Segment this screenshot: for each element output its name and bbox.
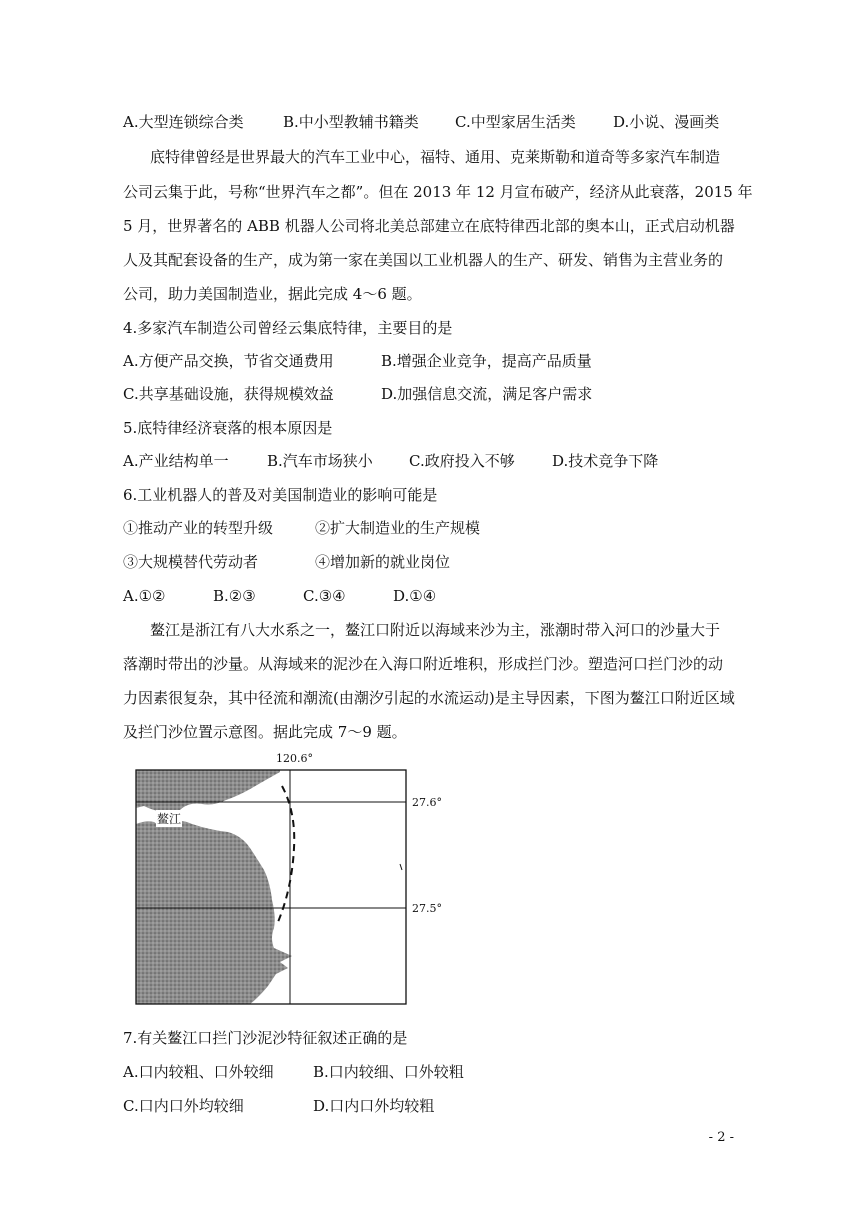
question-stem: 7.有关鳌江口拦门沙泥沙特征叙述正确的是 bbox=[123, 1029, 408, 1047]
passage-line: 公司，助力美国制造业，据此完成 4～6 题。 bbox=[123, 285, 422, 303]
passage-line: 力因素很复杂，其中径流和潮流(由潮汐引起的水流运动)是主导因素，下图为鳌江口附近区域 bbox=[123, 689, 735, 707]
q4-options-row1 bbox=[123, 351, 592, 371]
statement: ④增加新的就业岗位 bbox=[315, 553, 451, 571]
option: D.技术竞争下降 bbox=[552, 452, 659, 470]
latitude-label-bottom: 27.5° bbox=[412, 902, 442, 915]
statement: ①推动产业的转型升级 bbox=[123, 519, 274, 537]
option: C.共享基础设施，获得规模效益 bbox=[123, 385, 334, 403]
option: C.③④ bbox=[303, 587, 346, 605]
q5-options bbox=[123, 451, 658, 471]
north-land bbox=[136, 770, 280, 812]
question-stem: 5.底特律经济衰落的根本原因是 bbox=[123, 419, 333, 437]
page-number: - 2 - bbox=[708, 1130, 734, 1145]
option: C.政府投入不够 bbox=[409, 452, 515, 470]
q4-options-row2 bbox=[123, 384, 592, 404]
option: A.产业结构单一 bbox=[123, 452, 229, 470]
q7-options-row1 bbox=[123, 1062, 464, 1082]
passage-line: 5 月，世界著名的 ABB 机器人公司将北美总部建立在底特律西北部的奥本山，正式启动机器 bbox=[123, 217, 735, 235]
option: C.中型家居生活类 bbox=[455, 113, 576, 131]
passage-line: 公司云集于此，号称“世界汽车之都”。但在 2013 年 12 月宣布破产，经济从此衰落，2015 年 bbox=[123, 183, 753, 201]
option: B.中小型教辅书籍类 bbox=[283, 113, 419, 131]
option: A.方便产品交换，节省交通费用 bbox=[123, 352, 334, 370]
q6-items-row1 bbox=[123, 518, 480, 538]
question-stem: 4.多家汽车制造公司曾经云集底特律，主要目的是 bbox=[123, 319, 453, 337]
sandbar-dashed-line bbox=[278, 786, 294, 922]
q6-options bbox=[123, 586, 436, 606]
q3-options bbox=[123, 112, 719, 132]
river-label: 鳌江 bbox=[157, 812, 182, 826]
option: A.大型连锁综合类 bbox=[123, 113, 244, 131]
option: A.①② bbox=[123, 587, 166, 605]
longitude-label: 120.6° bbox=[276, 752, 313, 765]
south-land bbox=[136, 821, 292, 1004]
option: D.①④ bbox=[393, 587, 437, 605]
option: A.口内较粗、口外较细 bbox=[123, 1063, 274, 1081]
passage-line: 人及其配套设备的生产，成为第一家在美国以工业机器人的生产、研发、销售为主营业务的 bbox=[123, 251, 724, 269]
option: B.汽车市场狭小 bbox=[267, 452, 373, 470]
map-figure bbox=[130, 752, 450, 1008]
passage-line: 鳌江是浙江有八大水系之一，鳌江口附近以海域来沙为主，涨潮时带入河口的沙量大于 bbox=[150, 621, 721, 639]
option: D.口内口外均较粗 bbox=[313, 1097, 435, 1115]
option: B.口内较细、口外较粗 bbox=[313, 1063, 464, 1081]
passage-line: 及拦门沙位置示意图。据此完成 7～9 题。 bbox=[123, 723, 407, 741]
passage-line: 底特律曾经是世界最大的汽车工业中心，福特、通用、克莱斯勒和道奇等多家汽车制造 bbox=[150, 148, 721, 166]
option: D.小说、漫画类 bbox=[613, 113, 720, 131]
q7-options-row2 bbox=[123, 1096, 434, 1116]
statement: ②扩大制造业的生产规模 bbox=[315, 519, 481, 537]
option: B.增强企业竞争，提高产品质量 bbox=[381, 352, 592, 370]
estuary-map bbox=[130, 752, 450, 1008]
option: D.加强信息交流，满足客户需求 bbox=[381, 385, 593, 403]
passage-line: 落潮时带出的沙量。从海域来的泥沙在入海口附近堆积，形成拦门沙。塑造河口拦门沙的动 bbox=[123, 655, 724, 673]
option: C.口内口外均较细 bbox=[123, 1097, 244, 1115]
option: B.②③ bbox=[213, 587, 256, 605]
latitude-label-top: 27.6° bbox=[412, 796, 442, 809]
statement: ③大规模替代劳动者 bbox=[123, 553, 259, 571]
q6-items-row2 bbox=[123, 552, 450, 572]
question-stem: 6.工业机器人的普及对美国制造业的影响可能是 bbox=[123, 486, 438, 504]
